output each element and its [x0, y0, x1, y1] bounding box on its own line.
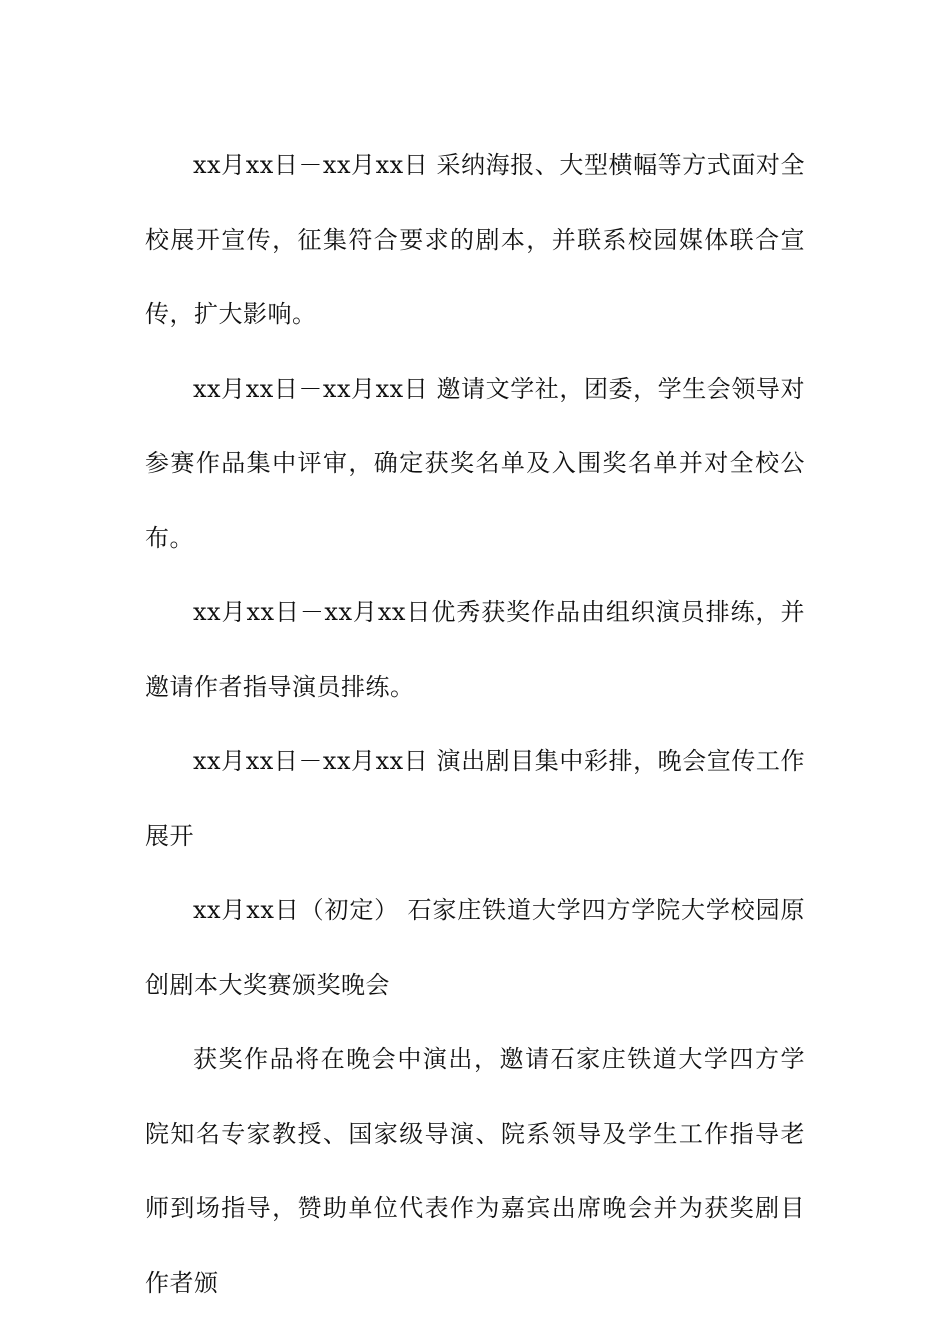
paragraph-review-schedule: xx月xx日－xx月xx日 邀请文学社，团委，学生会领导对参赛作品集中评审，确定获奖名单及入围奖名单并对全校公布。	[145, 374, 805, 552]
paragraph-gala-description: 获奖作品将在晚会中演出，邀请石家庄铁道大学四方学院知名专家教授、国家级导演、院系领导及学生工作指导老师到场指导，赞助单位代表作为嘉宾出席晚会并为获奖剧目作者颁	[145, 1045, 805, 1297]
paragraph-publicity-schedule: xx月xx日－xx月xx日 采纳海报、大型横幅等方式面对全校展开宣传，征集符合要求的剧本，并联系校园媒体联合宣传，扩大影响。	[145, 151, 805, 328]
paragraph-rehearsal-schedule: xx月xx日－xx月xx日优秀获奖作品由组织演员排练，并邀请作者指导演员排练。	[145, 598, 805, 701]
paragraph-dress-rehearsal-schedule: xx月xx日－xx月xx日 演出剧目集中彩排，晚会宣传工作展开	[145, 747, 805, 850]
paragraph-award-gala-date: xx月xx日（初定） 石家庄铁道大学四方学院大学校园原创剧本大奖赛颁奖晚会	[145, 896, 805, 999]
document-body	[145, 128, 805, 1320]
